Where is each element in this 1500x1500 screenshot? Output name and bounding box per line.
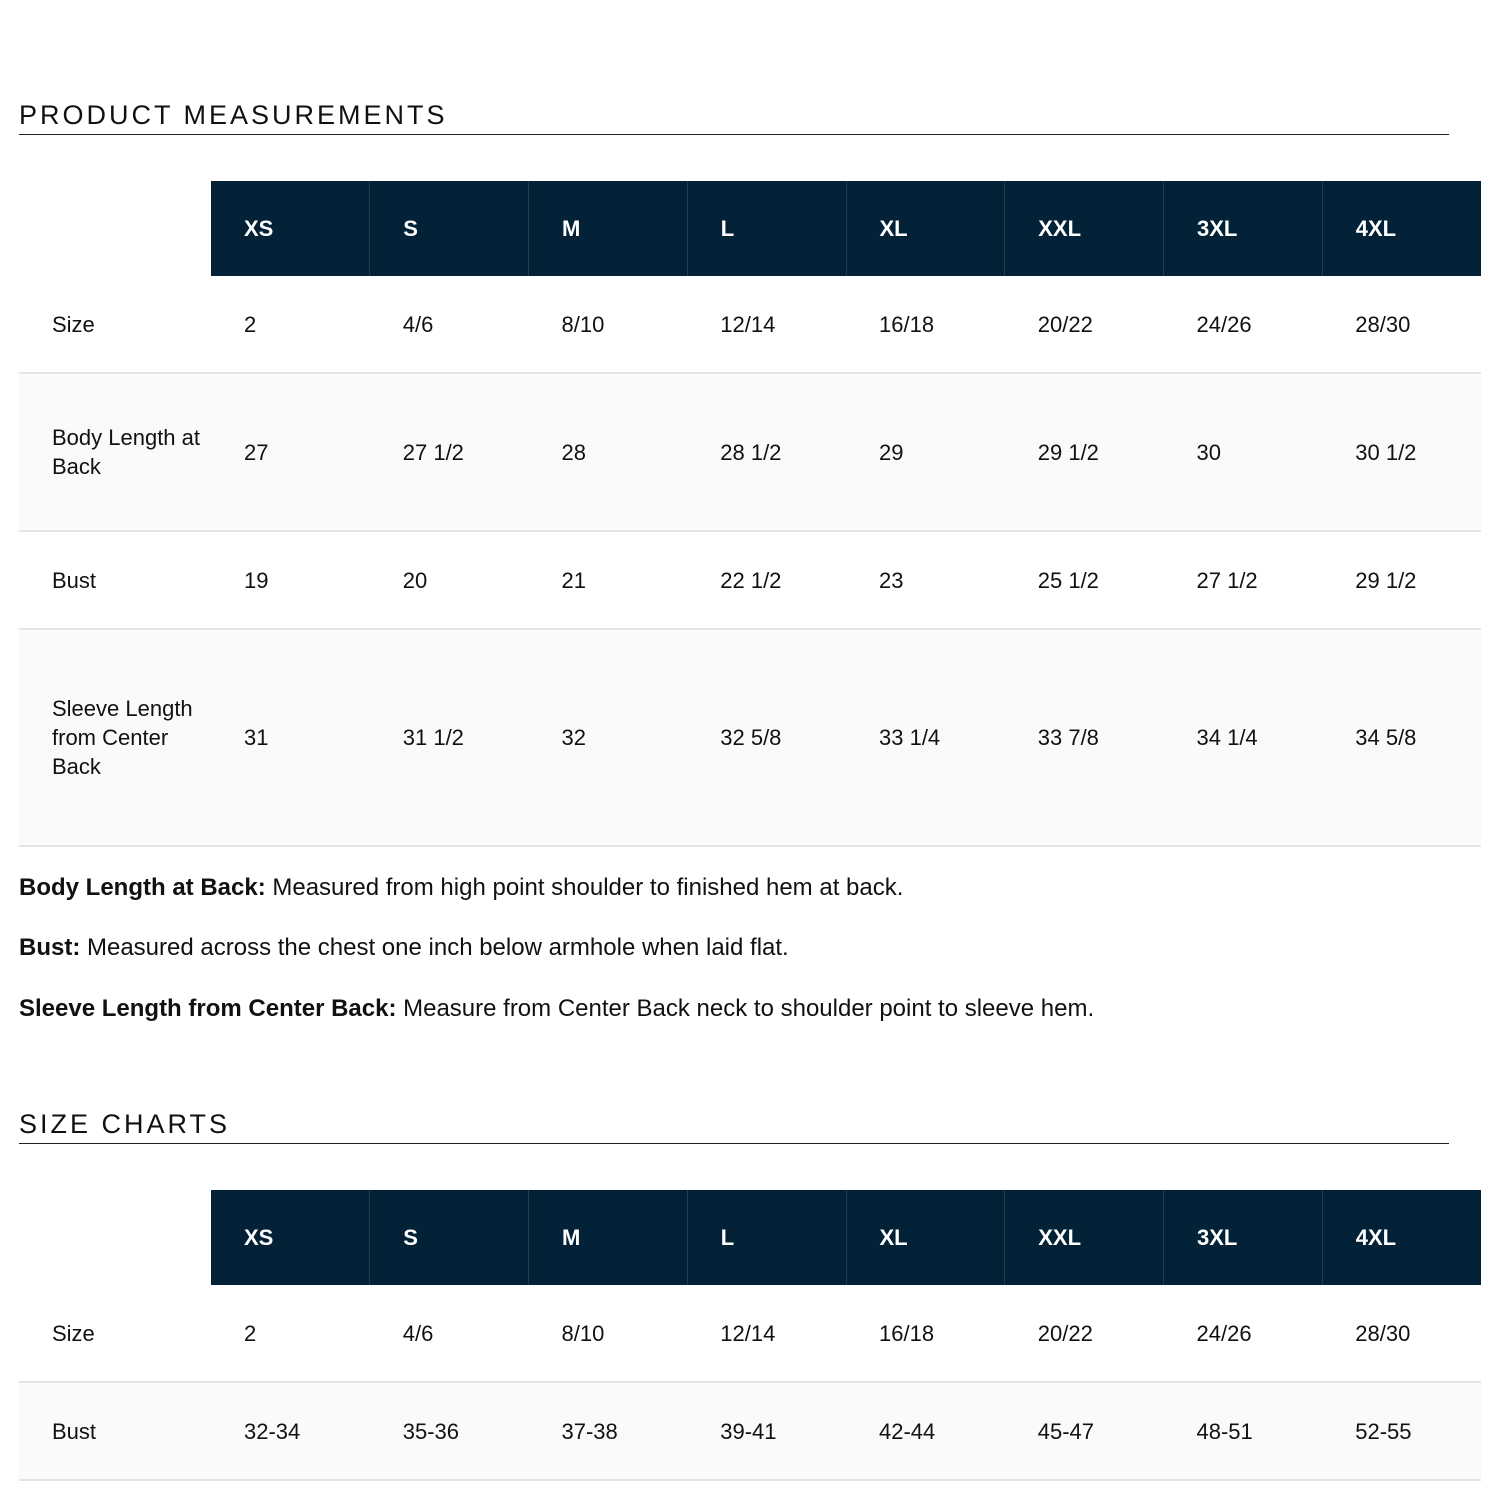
table-cell: 31 1/2	[370, 629, 529, 846]
table-cell: 24/26	[1164, 1285, 1323, 1382]
note-bust	[19, 934, 789, 962]
table-cell: 32 5/8	[687, 629, 846, 846]
row-label: Body Length at Back	[19, 373, 211, 531]
note-body-length	[19, 874, 903, 902]
table-cell: 16/18	[846, 276, 1005, 373]
size-header-3xl: 3XL	[1164, 181, 1323, 276]
table-cell: 25 1/2	[1005, 531, 1164, 629]
note-text: Measured across the chest one inch below armhole when laid flat.	[80, 934, 789, 961]
size-header-xl: XL	[846, 181, 1005, 276]
table-row-size	[19, 276, 1481, 373]
table-cell: 45-47	[1005, 1382, 1164, 1480]
row-label: Bust	[19, 1382, 211, 1480]
table-cell: 20/22	[1005, 1285, 1164, 1382]
size-header-m: M	[529, 181, 688, 276]
table-cell: 35-36	[370, 1382, 529, 1480]
table-header-row	[19, 181, 1481, 276]
row-label: Size	[19, 276, 211, 373]
table-cell: 22 1/2	[687, 531, 846, 629]
product-measurements-title: PRODUCT MEASUREMENTS	[19, 100, 1449, 135]
table-cell: 29 1/2	[1005, 373, 1164, 531]
product-measurements-table	[19, 181, 1481, 847]
table-cell: 2	[211, 276, 370, 373]
table-row-body-length	[19, 373, 1481, 531]
note-text: Measure from Center Back neck to shoulder point to sleeve hem.	[396, 995, 1095, 1022]
table-cell: 21	[529, 531, 688, 629]
table-cell: 8/10	[529, 1285, 688, 1382]
table-cell: 39-41	[687, 1382, 846, 1480]
table-cell: 27	[211, 373, 370, 531]
table-cell: 29	[846, 373, 1005, 531]
table-header-row	[19, 1190, 1481, 1285]
table-cell: 19	[211, 531, 370, 629]
note-term: Bust:	[19, 934, 81, 961]
table-cell: 42-44	[846, 1382, 1005, 1480]
table-cell: 2	[211, 1285, 370, 1382]
table-cell: 8/10	[529, 276, 688, 373]
header-corner-cell	[19, 1190, 211, 1285]
size-header-s: S	[370, 1190, 529, 1285]
size-header-m: M	[529, 1190, 688, 1285]
table-cell: 20/22	[1005, 276, 1164, 373]
table-cell: 34 5/8	[1322, 629, 1481, 846]
size-header-xxl: XXL	[1005, 181, 1164, 276]
size-header-s: S	[370, 181, 529, 276]
size-header-xs: XS	[211, 181, 370, 276]
size-header-l: L	[687, 181, 846, 276]
table-cell: 52-55	[1322, 1382, 1481, 1480]
table-cell: 33 7/8	[1005, 629, 1164, 846]
table-cell: 33 1/4	[846, 629, 1005, 846]
table-cell: 28 1/2	[687, 373, 846, 531]
table-cell: 12/14	[687, 1285, 846, 1382]
table-cell: 32-34	[211, 1382, 370, 1480]
size-header-xl: XL	[846, 1190, 1005, 1285]
table-row-sleeve-length	[19, 629, 1481, 846]
table-cell: 37-38	[529, 1382, 688, 1480]
table-cell: 12/14	[687, 276, 846, 373]
table-cell: 27 1/2	[1164, 531, 1323, 629]
note-term: Body Length at Back:	[19, 874, 266, 901]
table-row-size	[19, 1285, 1481, 1382]
table-cell: 4/6	[370, 1285, 529, 1382]
row-label: Bust	[19, 531, 211, 629]
table-cell: 31	[211, 629, 370, 846]
table-cell: 29 1/2	[1322, 531, 1481, 629]
table-cell: 28/30	[1322, 276, 1481, 373]
size-header-xs: XS	[211, 1190, 370, 1285]
table-cell: 32	[529, 629, 688, 846]
table-cell: 23	[846, 531, 1005, 629]
table-cell: 34 1/4	[1164, 629, 1323, 846]
size-charts-title: SIZE CHARTS	[19, 1109, 1449, 1144]
note-term: Sleeve Length from Center Back:	[19, 995, 397, 1022]
table-row-bust	[19, 531, 1481, 629]
table-cell: 27 1/2	[370, 373, 529, 531]
note-text: Measured from high point shoulder to finished hem at back.	[265, 874, 904, 901]
table-cell: 16/18	[846, 1285, 1005, 1382]
table-cell: 4/6	[370, 276, 529, 373]
size-header-xxl: XXL	[1005, 1190, 1164, 1285]
size-header-3xl: 3XL	[1164, 1190, 1323, 1285]
note-sleeve-length	[19, 995, 1094, 1023]
header-corner-cell	[19, 181, 211, 276]
table-cell: 20	[370, 531, 529, 629]
table-row-bust	[19, 1382, 1481, 1480]
table-cell: 30	[1164, 373, 1323, 531]
row-label: Sleeve Length from Center Back	[19, 629, 211, 846]
size-header-4xl: 4XL	[1322, 1190, 1481, 1285]
table-cell: 28	[529, 373, 688, 531]
table-cell: 28/30	[1322, 1285, 1481, 1382]
size-header-l: L	[687, 1190, 846, 1285]
table-cell: 24/26	[1164, 276, 1323, 373]
row-label: Size	[19, 1285, 211, 1382]
size-header-4xl: 4XL	[1322, 181, 1481, 276]
size-charts-table	[19, 1190, 1481, 1481]
table-cell: 30 1/2	[1322, 373, 1481, 531]
table-cell: 48-51	[1164, 1382, 1323, 1480]
